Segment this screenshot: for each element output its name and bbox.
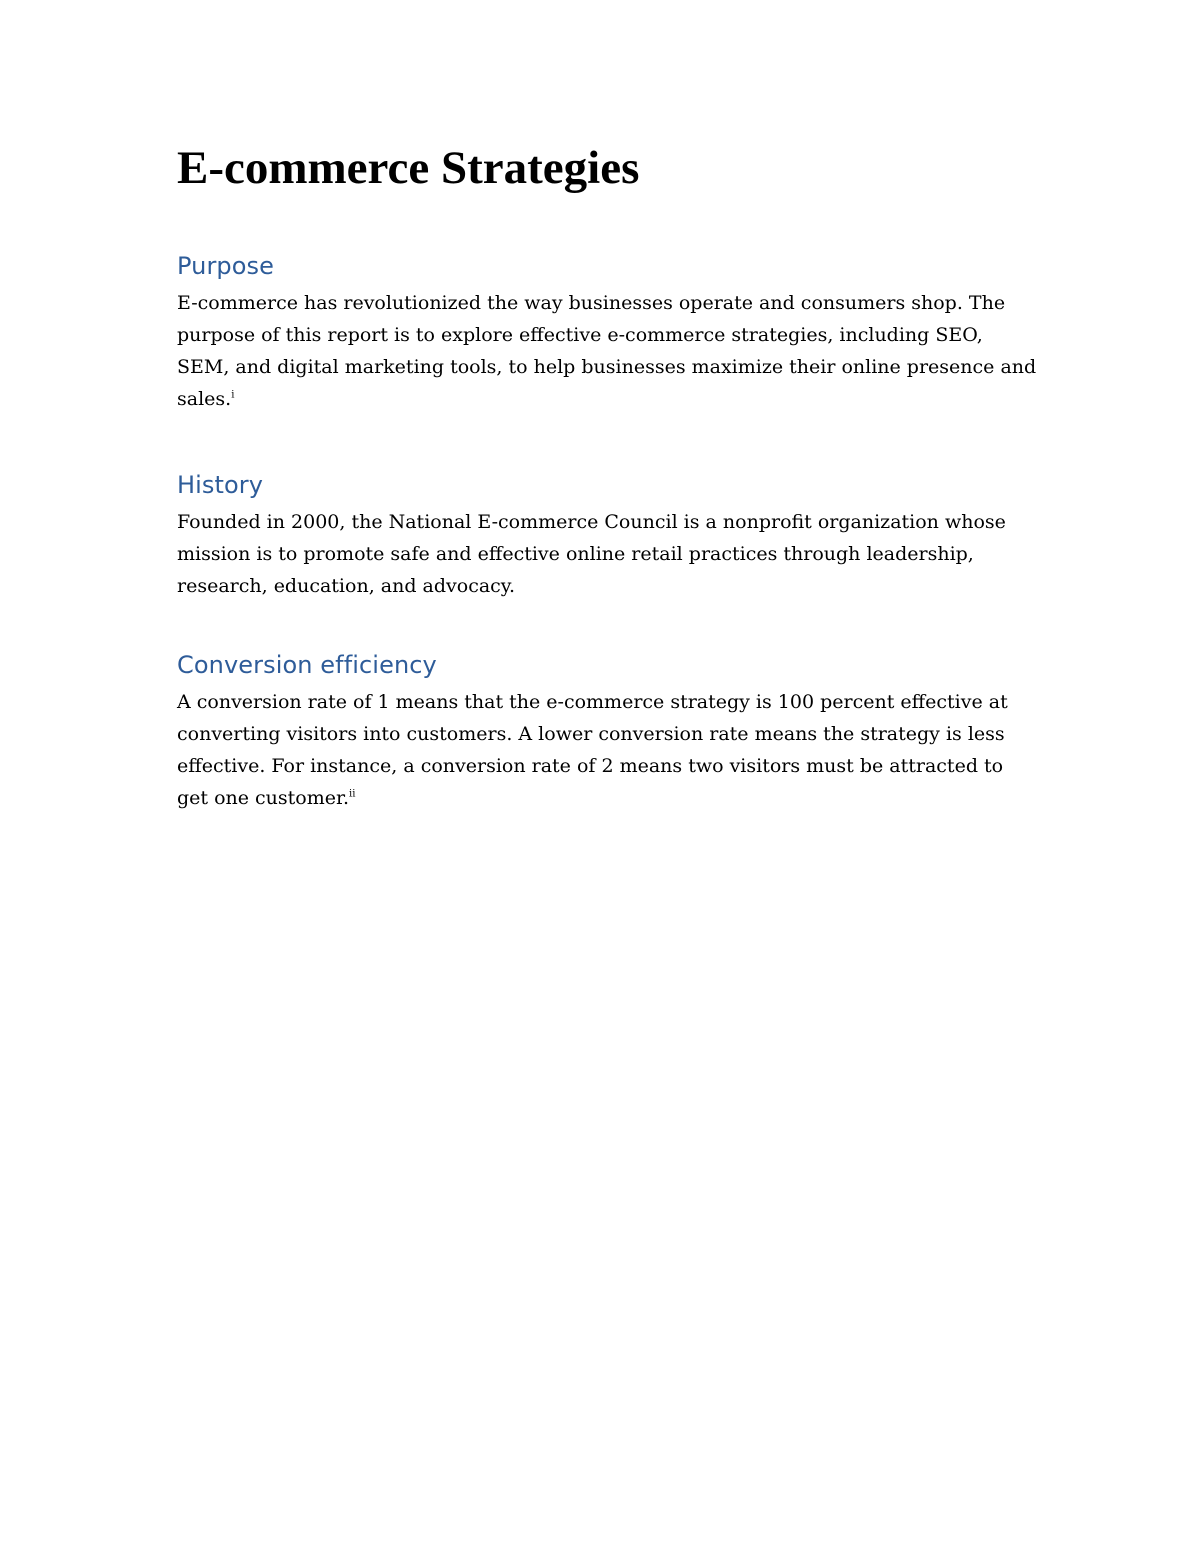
section-body-conversion-efficiency: [177, 686, 1037, 814]
section-heading-conversion-efficiency: Conversion efficiency: [177, 650, 437, 679]
section-conversion-efficiency: [177, 651, 1037, 814]
section-history: [177, 471, 1037, 602]
section-text-conversion-efficiency: A conversion rate of 1 means that the e-commerce strategy is 100 percent effective at converting visitors into customers. A lower conversion rate means the strategy is less effective. For instance, a conversion rate of 2 means two visitors must be attracted to get one customer.: [177, 690, 1008, 809]
section-heading-purpose: Purpose: [177, 252, 275, 281]
section-text-history: Founded in 2000, the National E-commerce Council is a nonprofit organization whose mission is to promote safe and effective online retail practices through leadership, research, education, and advocacy.: [177, 510, 1006, 597]
footnote-ref-2: ii: [349, 788, 356, 800]
section-body-purpose: [177, 287, 1037, 415]
section-body-history: [177, 506, 1037, 602]
document-title: E-commerce Strategies: [177, 142, 640, 194]
document-content: [177, 140, 1037, 814]
section-heading-history: History: [177, 471, 264, 500]
footnote-ref-1: i: [231, 389, 235, 401]
section-text-purpose: E-commerce has revolutionized the way businesses operate and consumers shop. The purpose of this report is to explore effective e-commerce strategies, including SEO, SEM, and digital marketing tools, to help businesses maximize their online presence and sales.: [177, 292, 1037, 411]
section-purpose: [177, 252, 1037, 415]
